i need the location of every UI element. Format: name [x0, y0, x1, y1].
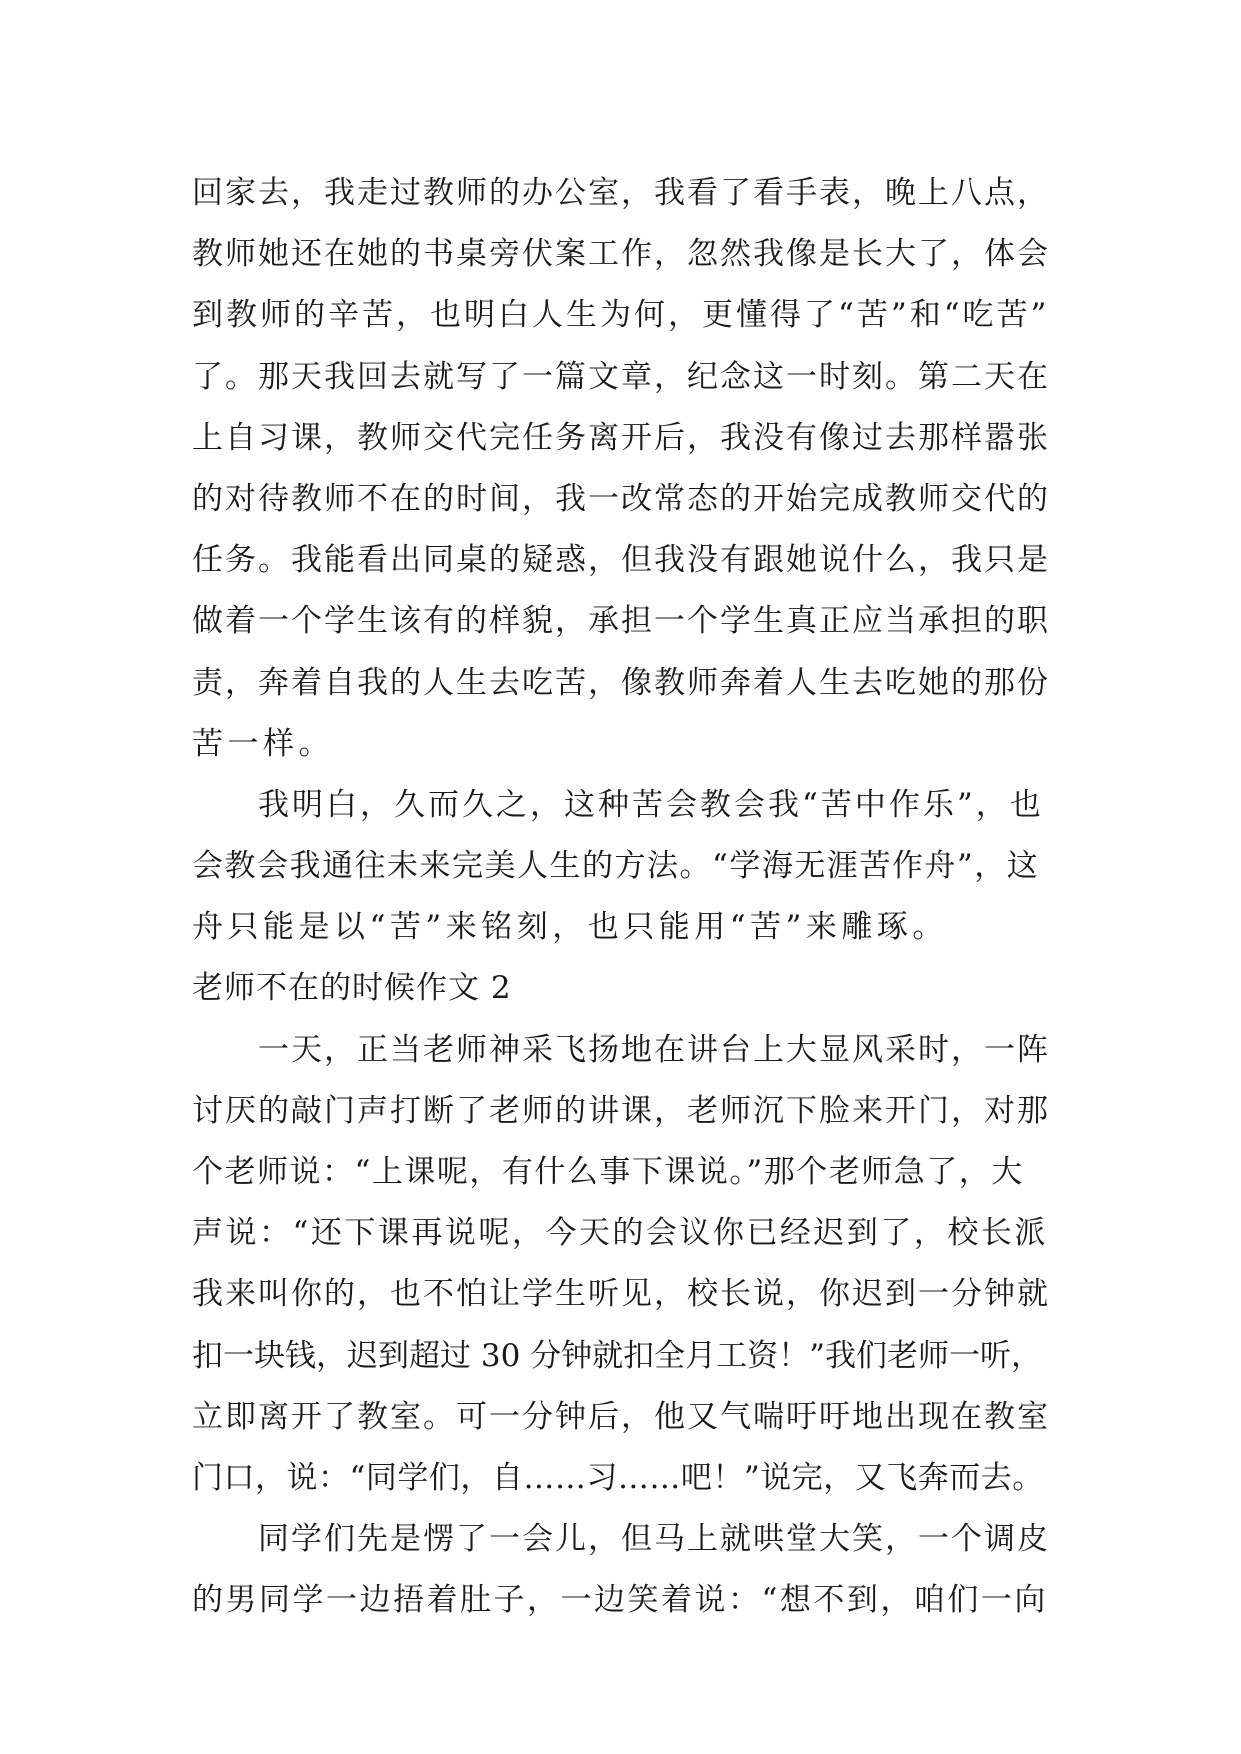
paragraph-line: 到教师的辛苦，也明白人生为何，更懂得了“苦”和“吃苦”	[192, 297, 1050, 334]
paragraph-line: 的对待教师不在的时间，我一改常态的开始完成教师交代的	[192, 480, 1050, 517]
paragraph-line: 苦一样。	[192, 725, 334, 762]
paragraph-line: 立即离开了教室。可一分钟后，他又气喘吁吁地出现在教室	[192, 1398, 1050, 1435]
essay-body	[192, 163, 1052, 1632]
paragraph-line: 讨厌的敲门声打断了老师的讲课，老师沉下脸来开门，对那	[192, 1092, 1050, 1129]
paragraph-line: 教师她还在她的书桌旁伏案工作，忽然我像是长大了，体会	[192, 236, 1050, 273]
paragraph-line: 的男同学一边捂着肚子，一边笑着说：“想不到，咱们一向	[192, 1582, 1048, 1619]
paragraph-line: 一天，正当老师神采飞扬地在讲台上大显风采时，一阵	[258, 1031, 1050, 1068]
paragraph-line: 会教会我通往未来完美人生的方法。“学海无涯苦作舟”，这	[192, 848, 1040, 885]
paragraph-line: 声说：“还下课再说呢，今天的会议你已经迟到了，校长派	[192, 1215, 1048, 1252]
paragraph-line: 回家去，我走过教师的办公室，我看了看手表，晚上八点，	[192, 175, 1050, 211]
paragraph-line: 责，奔着自我的人生去吃苦，像教师奔着人生去吃她的那份	[192, 664, 1050, 701]
paragraph-line: 上自习课，教师交代完任务离开后，我没有像过去那样嚣张	[192, 419, 1050, 456]
paragraph-line: 扣一块钱，迟到超过 30 分钟就扣全月工资！”我们老师一听，	[192, 1337, 1042, 1374]
paragraph-line: 门口，说：“同学们，自……习……吧！”说完，又飞奔而去。	[192, 1459, 1044, 1496]
paragraph-line: 同学们先是愣了一会儿，但马上就哄堂大笑，一个调皮	[258, 1521, 1050, 1558]
paragraph-line: 舟只能是以“苦”来铭刻，也只能用“苦”来雕琢。	[192, 909, 948, 946]
paragraph-line: 我明白，久而久之，这种苦会教会我“苦中作乐”，也	[258, 786, 1044, 823]
paragraph-line: 了。那天我回去就写了一篇文章，纪念这一时刻。第二天在	[192, 358, 1050, 395]
section-heading: 老师不在的时候作文 2	[192, 970, 512, 1007]
paragraph-line: 我来叫你的，也不怕让学生听见，校长说，你迟到一分钟就	[192, 1276, 1050, 1313]
paragraph-line: 个老师说：“上课呢，有什么事下课说。”那个老师急了，大	[192, 1154, 1024, 1190]
paragraph-line: 做着一个学生该有的样貌，承担一个学生真正应当承担的职	[192, 603, 1050, 640]
paragraph-line: 任务。我能看出同桌的疑惑，但我没有跟她说什么，我只是	[192, 542, 1050, 579]
